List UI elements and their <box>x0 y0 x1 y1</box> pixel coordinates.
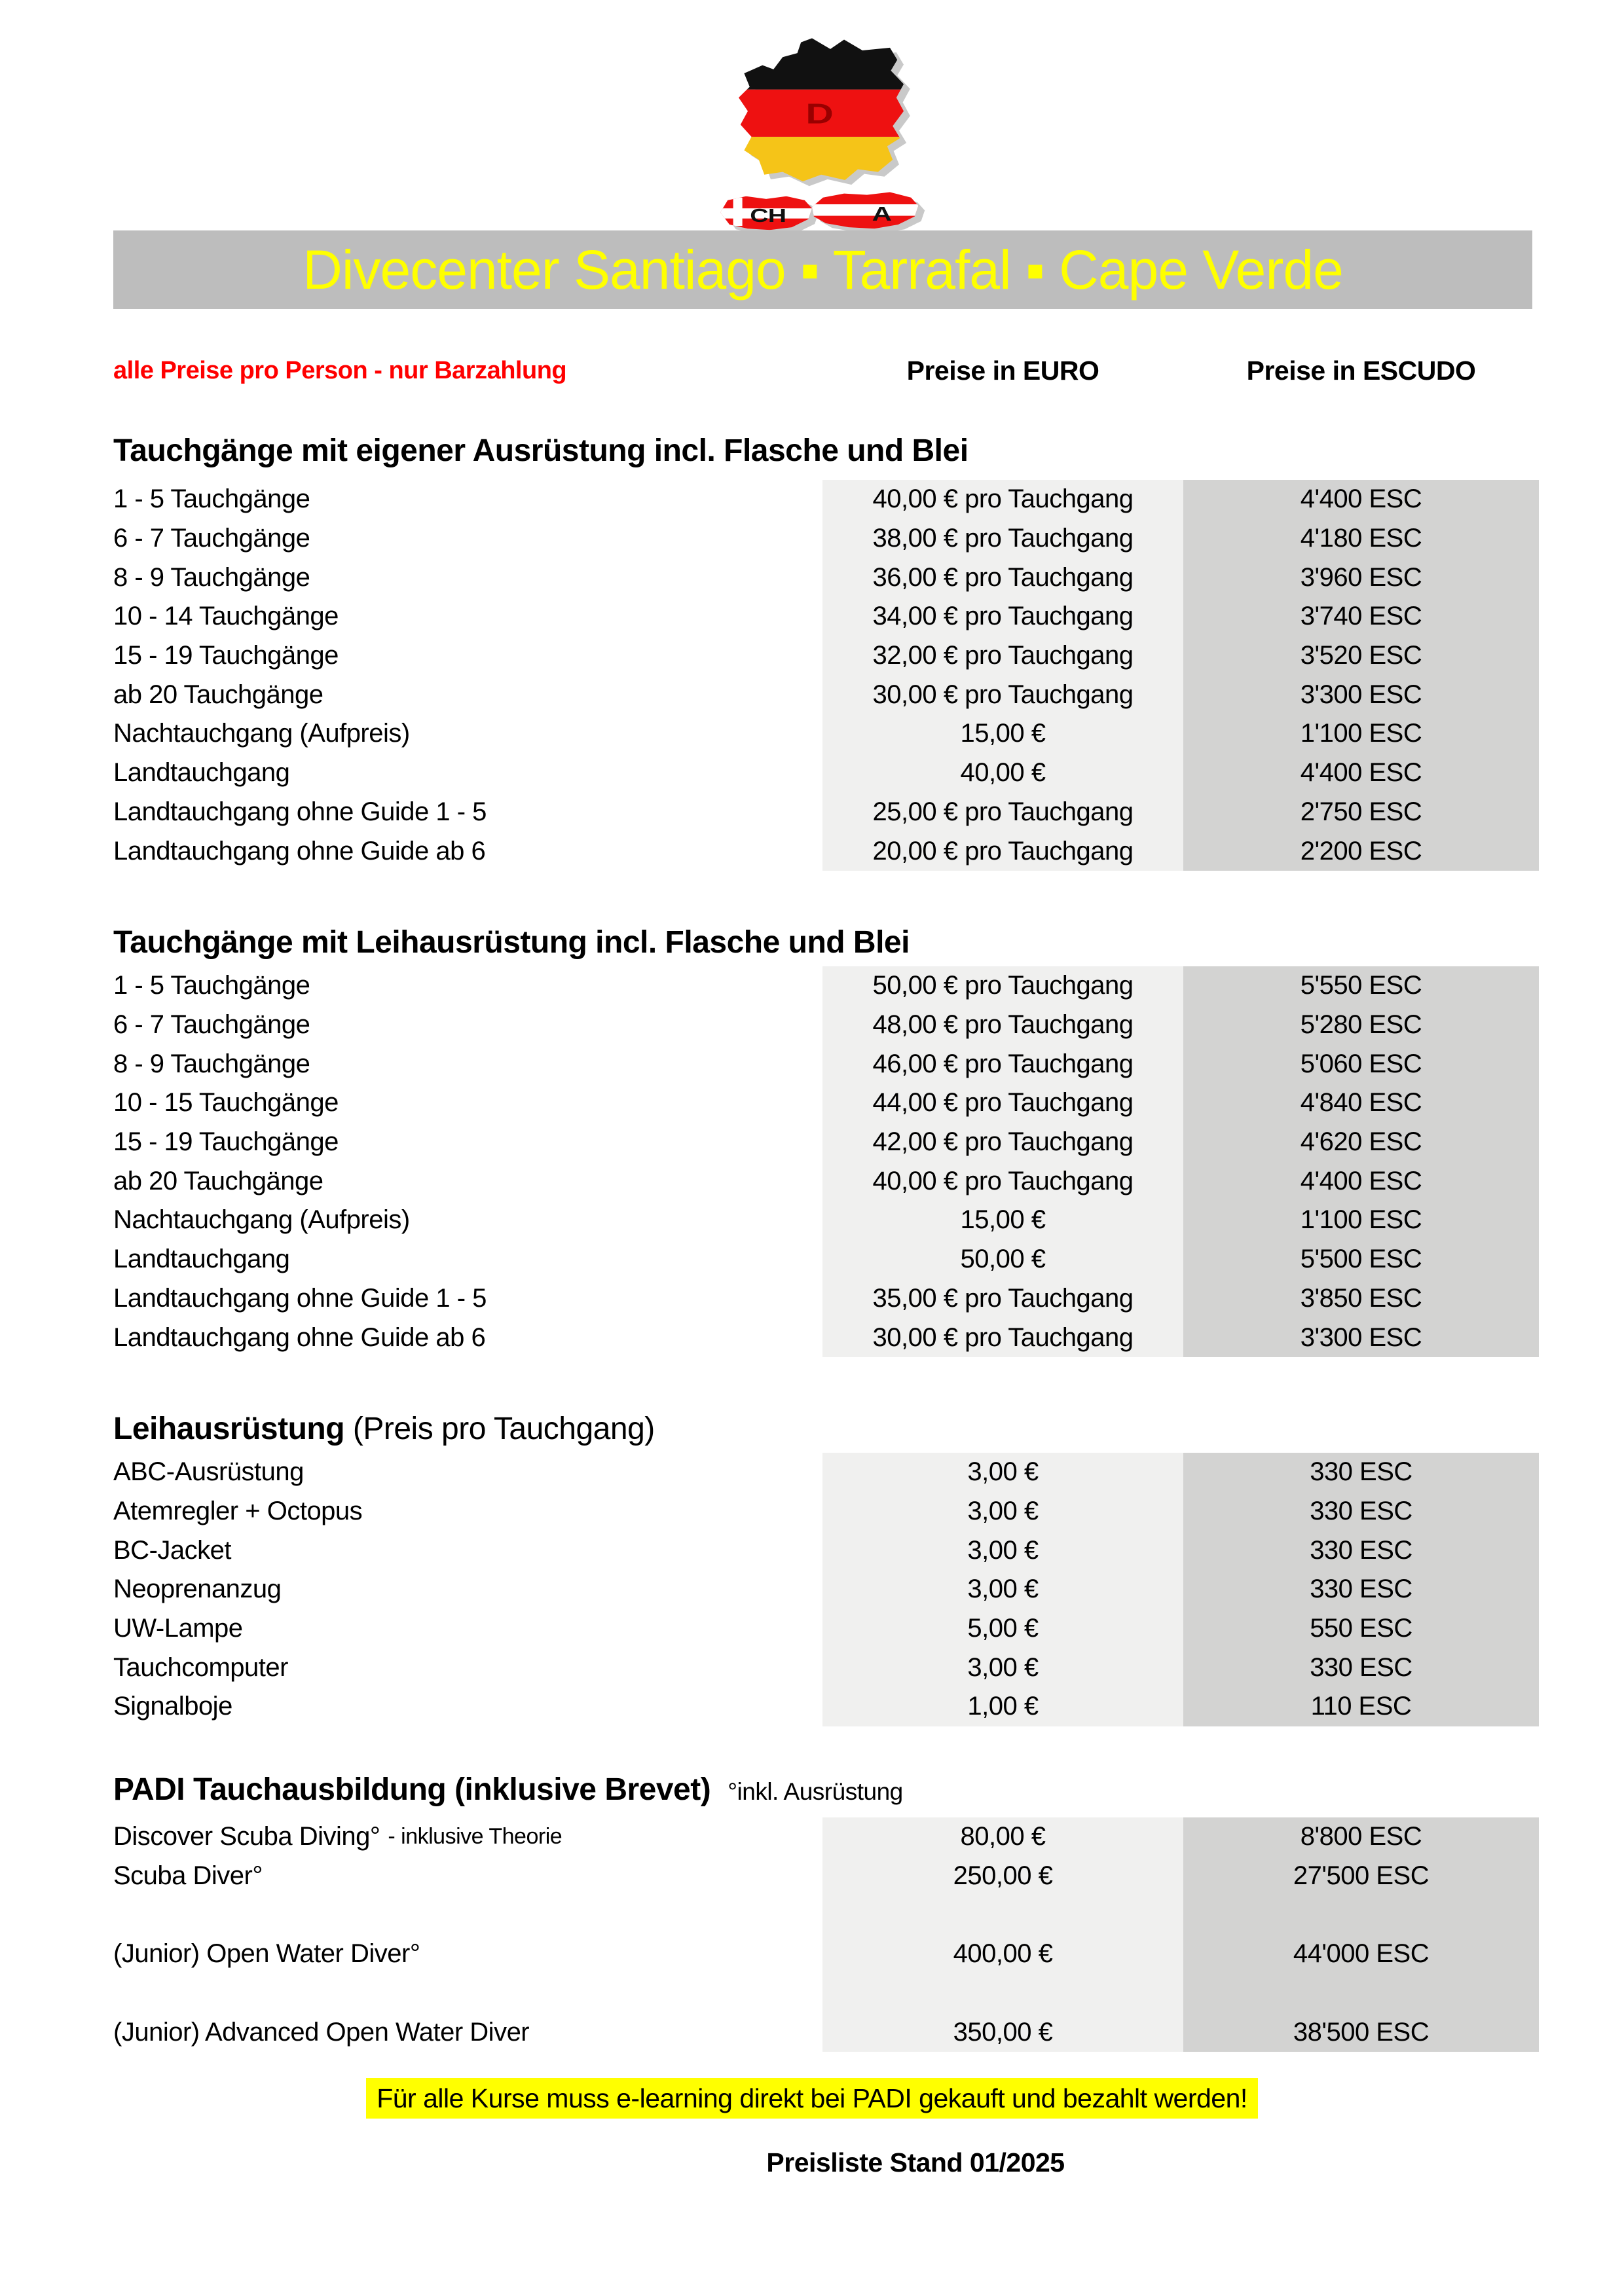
price-row <box>113 1240 1539 1279</box>
escudo-price: 4'840 ESC <box>1183 1084 1539 1123</box>
row-label: Nachtauchgang (Aufpreis) <box>113 1205 410 1235</box>
section-heading <box>113 434 1539 468</box>
row-label: 10 - 14 Tauchgänge <box>113 602 339 631</box>
euro-price: 3,00 € <box>822 1648 1183 1687</box>
price-table <box>113 1453 1539 1726</box>
price-list-date: Preisliste Stand 01/2025 <box>766 2147 1065 2178</box>
euro-price: 40,00 € pro Tauchgang <box>822 1161 1183 1201</box>
row-label: Neoprenanzug <box>113 1575 282 1604</box>
escudo-price: 330 ESC <box>1183 1492 1539 1531</box>
section-heading-bold: Leihausrüstung <box>113 1412 345 1446</box>
euro-price: 30,00 € pro Tauchgang <box>822 1318 1183 1357</box>
d-label: D <box>805 97 834 130</box>
escudo-price: 3'740 ESC <box>1183 597 1539 636</box>
price-row <box>113 1318 1539 1357</box>
escudo-price: 550 ESC <box>1183 1609 1539 1649</box>
price-row <box>113 1123 1539 1162</box>
row-label: Landtauchgang ohne Guide ab 6 <box>113 1322 486 1352</box>
euro-price: 250,00 € <box>822 1857 1183 1896</box>
price-table <box>113 966 1539 1357</box>
row-label: ab 20 Tauchgänge <box>113 1166 323 1195</box>
escudo-price: 330 ESC <box>1183 1453 1539 1492</box>
price-row <box>113 1453 1539 1492</box>
row-label <box>113 1895 822 1935</box>
row-label: 8 - 9 Tauchgänge <box>113 1049 310 1078</box>
euro-column-header: Preise in EURO <box>906 355 1099 386</box>
price-row <box>113 2013 1539 2052</box>
row-label-suffix: - inklusive Theorie <box>388 1824 563 1850</box>
euro-price: 40,00 € pro Tauchgang <box>822 480 1183 519</box>
escudo-price: 27'500 ESC <box>1183 1857 1539 1896</box>
row-label: 15 - 19 Tauchgänge <box>113 1127 339 1157</box>
section-heading-suffix: °inkl. Ausrüstung <box>728 1778 903 1805</box>
price-table <box>113 480 1539 871</box>
section-heading-bold: PADI Tauchausbildung (inklusive Brevet) <box>113 1772 711 1807</box>
payment-note: alle Preise pro Person - nur Barzahlung <box>113 356 567 384</box>
elearning-note: Für alle Kurse muss e-learning direkt bei PADI gekauft und bezahlt werden! <box>366 2078 1258 2119</box>
escudo-price: 44'000 ESC <box>1183 1935 1539 1974</box>
price-table <box>113 1817 1539 2052</box>
price-row <box>113 1570 1539 1609</box>
price-row <box>113 714 1539 754</box>
a-label: A <box>872 202 892 225</box>
ch-label: CH <box>750 205 786 227</box>
price-row <box>113 754 1539 793</box>
euro-price: 3,00 € <box>822 1570 1183 1609</box>
euro-price: 48,00 € pro Tauchgang <box>822 1006 1183 1045</box>
euro-price: 80,00 € <box>822 1817 1183 1857</box>
escudo-price: 110 ESC <box>1183 1687 1539 1726</box>
section-heading-bold: Tauchgänge mit Leihausrüstung incl. Flasche und Blei <box>113 925 910 960</box>
section-padi-courses <box>113 1773 1539 2052</box>
euro-price: 3,00 € <box>822 1453 1183 1492</box>
price-row <box>113 1531 1539 1570</box>
row-label: 15 - 19 Tauchgänge <box>113 641 339 670</box>
euro-price: 35,00 € pro Tauchgang <box>822 1279 1183 1319</box>
escudo-price: 1'100 ESC <box>1183 714 1539 754</box>
row-label: (Junior) Open Water Diver° <box>113 1939 420 1969</box>
section-heading <box>113 926 1539 960</box>
euro-price: 40,00 € <box>822 754 1183 793</box>
price-row <box>113 519 1539 558</box>
euro-price: 36,00 € pro Tauchgang <box>822 558 1183 597</box>
page-title: Divecenter Santiago ▪ Tarrafal ▪ Cape Verde <box>303 238 1343 301</box>
escudo-price: 330 ESC <box>1183 1570 1539 1609</box>
escudo-price: 4'400 ESC <box>1183 480 1539 519</box>
euro-price: 15,00 € <box>822 714 1183 754</box>
escudo-price: 330 ESC <box>1183 1648 1539 1687</box>
euro-price: 1,00 € <box>822 1687 1183 1726</box>
price-row <box>113 1687 1539 1726</box>
euro-price: 50,00 € <box>822 1240 1183 1279</box>
price-row <box>113 1161 1539 1201</box>
price-row <box>113 1817 1539 1857</box>
row-label: Landtauchgang ohne Guide 1 - 5 <box>113 797 487 826</box>
elearning-note-band <box>0 2083 1624 2114</box>
section-rental-gear-prices <box>113 1412 1539 1726</box>
escudo-price: 1'100 ESC <box>1183 1201 1539 1240</box>
escudo-price: 5'500 ESC <box>1183 1240 1539 1279</box>
euro-price: 350,00 € <box>822 2013 1183 2052</box>
price-row-spacer <box>113 1974 1539 2013</box>
row-label: ABC-Ausrüstung <box>113 1457 304 1487</box>
euro-price: 400,00 € <box>822 1935 1183 1974</box>
row-label: Landtauchgang ohne Guide ab 6 <box>113 836 486 866</box>
escudo-price: 3'300 ESC <box>1183 675 1539 714</box>
price-row <box>113 558 1539 597</box>
escudo-price: 2'750 ESC <box>1183 793 1539 832</box>
row-label: Landtauchgang ohne Guide 1 - 5 <box>113 1283 487 1313</box>
price-row <box>113 1648 1539 1687</box>
row-label: Nachtauchgang (Aufpreis) <box>113 719 410 748</box>
row-label: (Junior) Advanced Open Water Diver <box>113 2017 530 2047</box>
section-heading-note: (Preis pro Tauchgang) <box>344 1412 655 1446</box>
section-heading <box>113 1773 1539 1807</box>
escudo-price <box>1183 1895 1539 1935</box>
euro-price: 34,00 € pro Tauchgang <box>822 597 1183 636</box>
row-label: BC-Jacket <box>113 1535 231 1565</box>
title-banner <box>113 230 1532 309</box>
euro-price: 46,00 € pro Tauchgang <box>822 1044 1183 1084</box>
row-label: Landtauchgang <box>113 1245 290 1274</box>
euro-price: 25,00 € pro Tauchgang <box>822 793 1183 832</box>
euro-price: 5,00 € <box>822 1609 1183 1649</box>
dach-map-logo <box>674 30 950 249</box>
euro-price: 30,00 € pro Tauchgang <box>822 675 1183 714</box>
euro-price: 44,00 € pro Tauchgang <box>822 1084 1183 1123</box>
escudo-price: 5'550 ESC <box>1183 966 1539 1006</box>
euro-price: 20,00 € pro Tauchgang <box>822 831 1183 871</box>
escudo-price <box>1183 1974 1539 2013</box>
escudo-price: 3'520 ESC <box>1183 636 1539 676</box>
section-heading <box>113 1412 1539 1446</box>
euro-price <box>822 1895 1183 1935</box>
escudo-price: 4'400 ESC <box>1183 754 1539 793</box>
price-row <box>113 1492 1539 1531</box>
escudo-price: 3'300 ESC <box>1183 1318 1539 1357</box>
row-label: Scuba Diver° <box>113 1861 263 1891</box>
meta-row <box>113 352 1539 389</box>
euro-price: 50,00 € pro Tauchgang <box>822 966 1183 1006</box>
price-row <box>113 966 1539 1006</box>
price-row <box>113 831 1539 871</box>
price-row <box>113 1084 1539 1123</box>
dach-map-graphic <box>674 30 950 246</box>
row-label: Landtauchgang <box>113 758 290 788</box>
price-row <box>113 1609 1539 1649</box>
row-label: 6 - 7 Tauchgänge <box>113 524 310 553</box>
escudo-price: 3'960 ESC <box>1183 558 1539 597</box>
price-row <box>113 480 1539 519</box>
escudo-price: 5'280 ESC <box>1183 1006 1539 1045</box>
section-heading-bold: Tauchgänge mit eigener Ausrüstung incl. Flasche und Blei <box>113 433 969 468</box>
price-row <box>113 1857 1539 1896</box>
row-label <box>113 1974 822 2013</box>
price-row-spacer <box>113 1895 1539 1935</box>
price-row <box>113 636 1539 676</box>
row-label: 1 - 5 Tauchgänge <box>113 484 310 514</box>
escudo-price: 4'620 ESC <box>1183 1123 1539 1162</box>
price-row <box>113 1279 1539 1319</box>
row-label: 1 - 5 Tauchgänge <box>113 971 310 1000</box>
escudo-price: 4'180 ESC <box>1183 519 1539 558</box>
price-row <box>113 675 1539 714</box>
price-row <box>113 1044 1539 1084</box>
row-label: UW-Lampe <box>113 1614 243 1643</box>
euro-price: 42,00 € pro Tauchgang <box>822 1123 1183 1162</box>
row-label: Discover Scuba Diving° - inklusive Theorie <box>113 1822 563 1851</box>
row-label: Atemregler + Octopus <box>113 1497 363 1526</box>
euro-price <box>822 1974 1183 2013</box>
price-row <box>113 1006 1539 1045</box>
euro-price: 3,00 € <box>822 1492 1183 1531</box>
escudo-price: 5'060 ESC <box>1183 1044 1539 1084</box>
row-label: Tauchcomputer <box>113 1652 288 1682</box>
section-own-equipment <box>113 434 1539 871</box>
escudo-price: 8'800 ESC <box>1183 1817 1539 1857</box>
row-label: 10 - 15 Tauchgänge <box>113 1088 339 1118</box>
row-label: ab 20 Tauchgänge <box>113 680 323 709</box>
euro-price: 3,00 € <box>822 1531 1183 1570</box>
price-row <box>113 597 1539 636</box>
price-row <box>113 1935 1539 1974</box>
euro-price: 38,00 € pro Tauchgang <box>822 519 1183 558</box>
escudo-price: 38'500 ESC <box>1183 2013 1539 2052</box>
row-label: 8 - 9 Tauchgänge <box>113 562 310 592</box>
price-row <box>113 1201 1539 1240</box>
escudo-column-header: Preise in ESCUDO <box>1246 355 1476 386</box>
row-label: Signalboje <box>113 1692 232 1721</box>
row-label: 6 - 7 Tauchgänge <box>113 1010 310 1040</box>
euro-price: 32,00 € pro Tauchgang <box>822 636 1183 676</box>
escudo-price: 3'850 ESC <box>1183 1279 1539 1319</box>
section-rental-equipment <box>113 926 1539 1357</box>
price-row <box>113 793 1539 832</box>
escudo-price: 330 ESC <box>1183 1531 1539 1570</box>
escudo-price: 2'200 ESC <box>1183 831 1539 871</box>
euro-price: 15,00 € <box>822 1201 1183 1240</box>
escudo-price: 4'400 ESC <box>1183 1161 1539 1201</box>
